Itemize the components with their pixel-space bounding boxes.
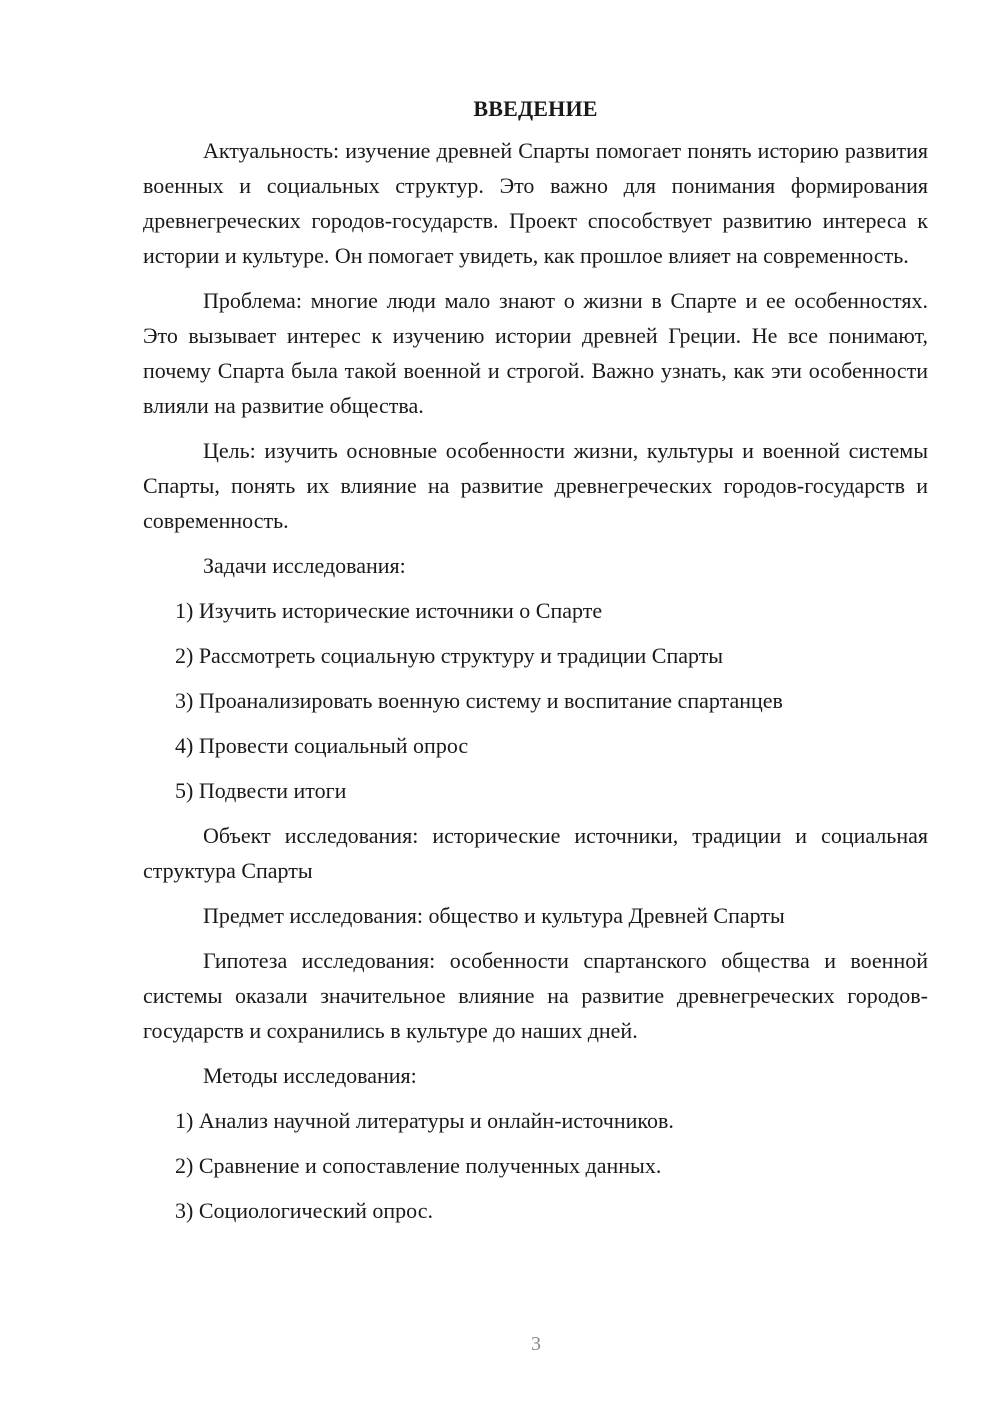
tasks-heading: Задачи исследования:	[203, 553, 406, 578]
method-item: 2) Сравнение и сопоставление полученных данных.	[175, 1153, 662, 1178]
task-item: 3) Проанализировать военную систему и воспитание спартанцев	[175, 688, 783, 713]
problem-paragraph: Проблема: многие люди мало знают о жизни в Спарте и ее особенностях. Это вызывает интерес к изучению истории древней Греции. Не все понимают, почему Спарта была такой военной и строгой. Важно узнать, как эти особенности влияли на развитие общества.	[143, 288, 928, 418]
goal-paragraph: Цель: изучить основные особенности жизни, культуры и военной системы Спарты, понять их влияние на развитие древнегреческих городов-государств и современность.	[143, 438, 928, 533]
method-item: 1) Анализ научной литературы и онлайн-источников.	[175, 1108, 674, 1133]
object-paragraph: Объект исследования: исторические источники, традиции и социальная структура Спарты	[143, 823, 928, 883]
task-item: 2) Рассмотреть социальную структуру и традиции Спарты	[175, 643, 724, 668]
hypothesis-paragraph: Гипотеза исследования: особенности спартанского общества и военной системы оказали значительное влияние на развитие древнегреческих городов-государств и сохранились в культуре до наших дней.	[143, 948, 928, 1043]
page-number: 3	[531, 1333, 541, 1355]
task-item: 1) Изучить исторические источники о Спарте	[175, 598, 603, 623]
section-title: ВВЕДЕНИЕ	[473, 96, 598, 121]
methods-heading: Методы исследования:	[203, 1063, 417, 1088]
relevance-paragraph: Актуальность: изучение древней Спарты помогает понять историю развития военных и социальных структур. Это важно для понимания формирования древнегреческих городов-государств. Проект способствует развитию интереса к истории и культуре. Он помогает увидеть, как прошлое влияет на современность.	[143, 138, 928, 268]
task-item: 4) Провести социальный опрос	[175, 733, 469, 758]
method-item: 3) Социологический опрос.	[175, 1198, 433, 1223]
subject-paragraph: Предмет исследования: общество и культура Древней Спарты	[203, 903, 785, 928]
task-item: 5) Подвести итоги	[175, 778, 347, 803]
document-page	[143, 90, 928, 1228]
